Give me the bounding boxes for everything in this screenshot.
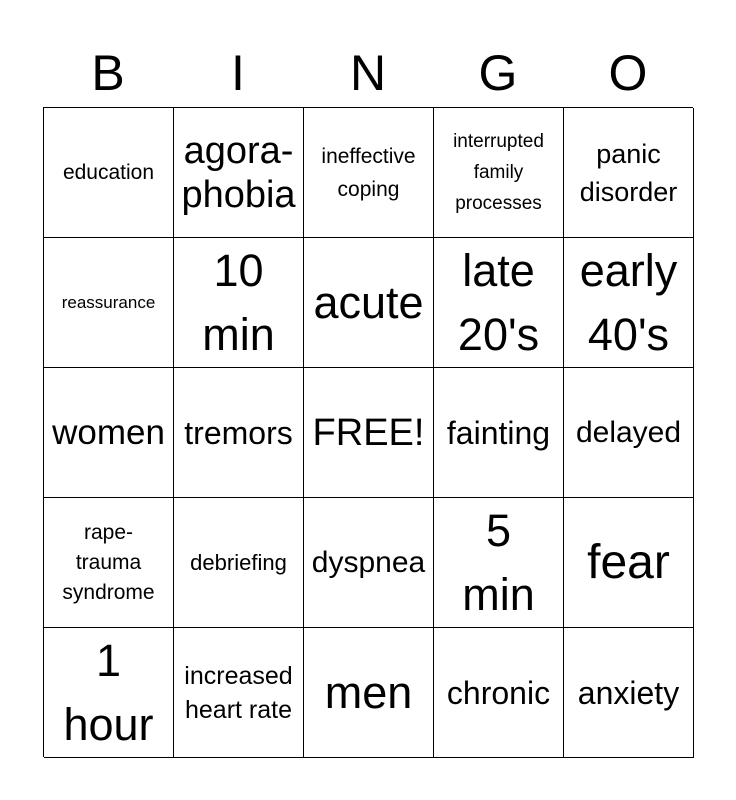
cell-text: rape- trauma syndrome xyxy=(62,520,155,604)
cell-text: panic disorder xyxy=(579,138,678,207)
bingo-cell[interactable] xyxy=(44,108,174,238)
bingo-cell[interactable] xyxy=(434,628,564,758)
cell-text: acute xyxy=(313,276,424,328)
cell-text: 10 min xyxy=(202,244,275,360)
bingo-cell[interactable] xyxy=(564,368,694,498)
bingo-cell[interactable] xyxy=(304,108,434,238)
bingo-cell[interactable] xyxy=(434,238,564,368)
bingo-cell[interactable] xyxy=(174,238,304,368)
cell-text: delayed xyxy=(575,415,682,449)
header-letter-n: N xyxy=(349,45,387,101)
bingo-cell[interactable] xyxy=(564,628,694,758)
cell-text: tremors xyxy=(184,414,293,451)
bingo-cell[interactable] xyxy=(434,368,564,498)
header-letter-i: I xyxy=(231,45,245,101)
cell-text: early 40's xyxy=(579,244,678,360)
bingo-cell[interactable] xyxy=(564,498,694,628)
bingo-cell[interactable] xyxy=(44,368,174,498)
cell-text: men xyxy=(324,666,413,718)
bingo-cell[interactable] xyxy=(434,498,564,628)
cell-text: reassurance xyxy=(61,292,156,312)
bingo-cell[interactable] xyxy=(44,498,174,628)
bingo-cell[interactable] xyxy=(564,108,694,238)
cell-text: fainting xyxy=(446,414,551,451)
bingo-header xyxy=(43,40,693,106)
cell-text: ineffective coping xyxy=(321,144,416,201)
cell-text: FREE! xyxy=(312,411,425,454)
free-space[interactable] xyxy=(304,368,434,498)
bingo-grid xyxy=(43,107,693,757)
cell-text: 1 hour xyxy=(63,634,154,750)
bingo-cell[interactable] xyxy=(44,238,174,368)
cell-text: chronic xyxy=(446,674,551,711)
cell-text: dyspnea xyxy=(311,545,426,579)
cell-text: 5 min xyxy=(462,504,535,620)
bingo-cell[interactable] xyxy=(174,628,304,758)
cell-text: women xyxy=(52,412,165,452)
bingo-cell[interactable] xyxy=(174,108,304,238)
header-letter-g: G xyxy=(478,45,518,101)
bingo-cell[interactable] xyxy=(304,628,434,758)
cell-text: debriefing xyxy=(190,549,287,575)
bingo-cell[interactable] xyxy=(304,238,434,368)
cell-text: anxiety xyxy=(577,674,680,711)
header-letter-b: B xyxy=(91,45,125,101)
bingo-cell[interactable] xyxy=(44,628,174,758)
header-letter-o: O xyxy=(608,45,648,101)
cell-text: late 20's xyxy=(457,244,540,360)
cell-text: fear xyxy=(587,535,670,589)
cell-text: increased heart rate xyxy=(184,661,293,724)
bingo-cell[interactable] xyxy=(434,108,564,238)
bingo-cell[interactable] xyxy=(174,498,304,628)
bingo-cell[interactable] xyxy=(564,238,694,368)
bingo-cell[interactable] xyxy=(174,368,304,498)
bingo-cell[interactable] xyxy=(304,498,434,628)
cell-text: interrupted family processes xyxy=(453,131,544,214)
cell-text: agora- phobia xyxy=(181,129,296,216)
cell-text: education xyxy=(62,161,155,184)
